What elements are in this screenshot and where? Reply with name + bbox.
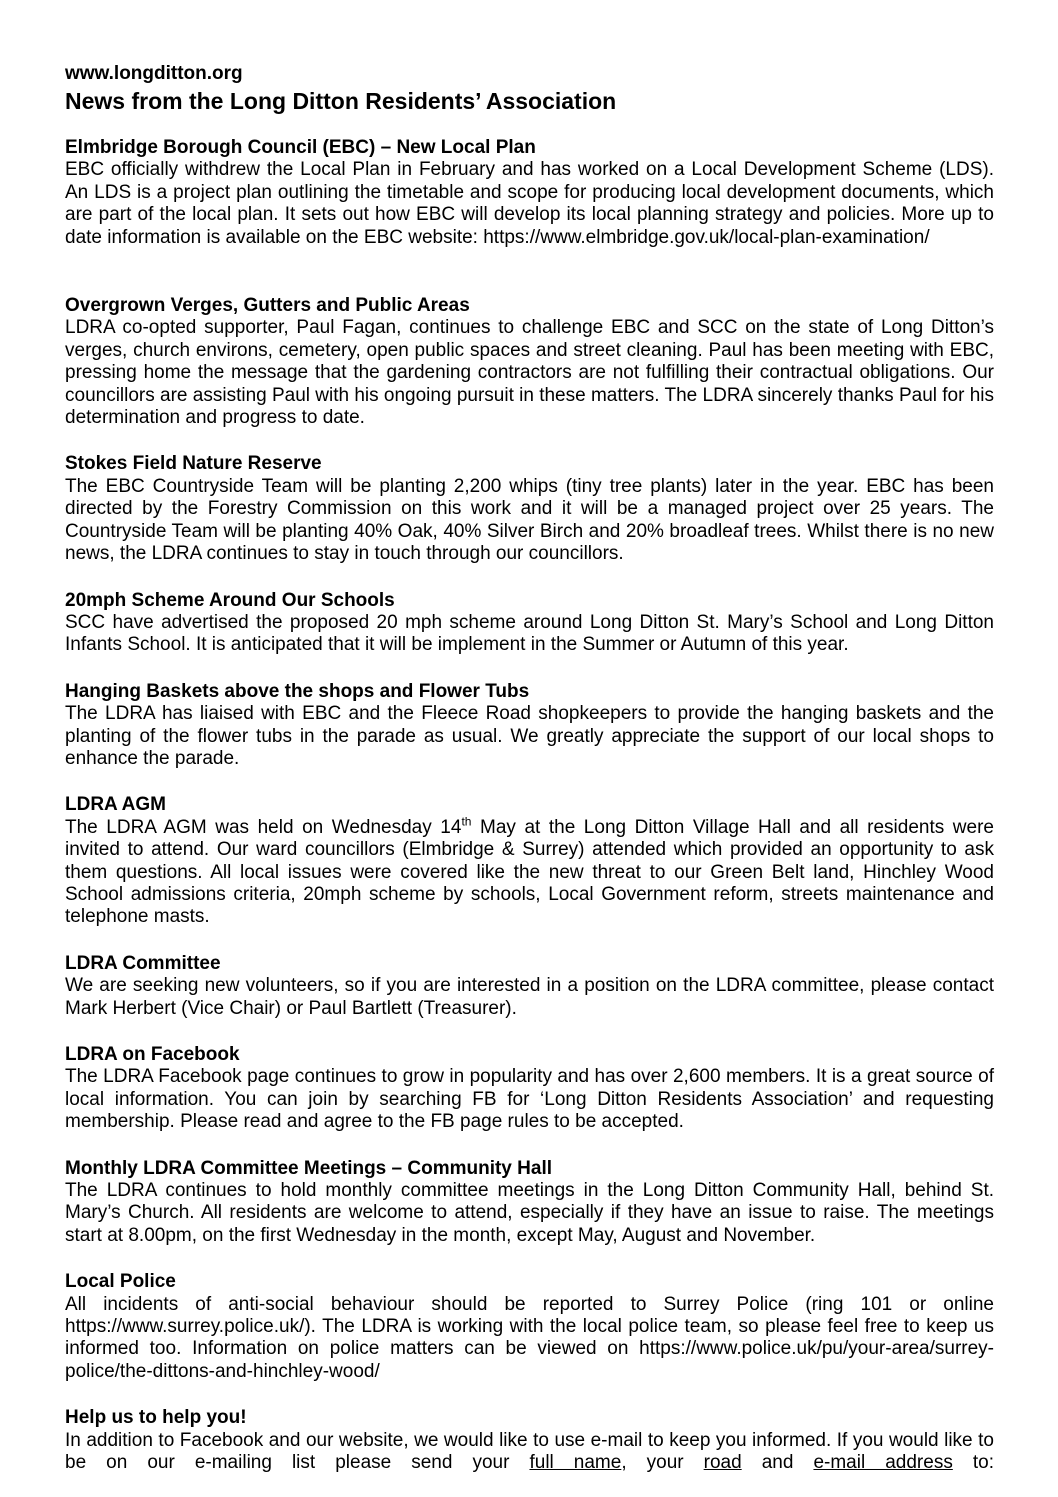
section-monthly-meetings (65, 1158, 994, 1248)
section-help-us (65, 1407, 994, 1474)
doc-header (65, 62, 994, 116)
section-ldra-agm (65, 794, 994, 928)
section-stokes-field (65, 453, 994, 565)
heading-local-police: Local Police (65, 1271, 176, 1293)
para-ldra-facebook: The LDRA Facebook page continues to grow in popularity and has over 2,600 members. It is a great source of local information. You can join by searching FB for ‘Long Ditton Residents Association’ and requesting membership. Please read and agree to the FB page rules to be accepted. (65, 1066, 994, 1133)
help-text-end: to: (952, 1452, 994, 1474)
heading-ldra-committee: LDRA Committee (65, 952, 221, 974)
section-20mph-scheme (65, 590, 994, 657)
help-text-intro: In addition to Facebook and our website, we would like to use e-mail to keep you informed. If you would like to be on our e-mailing list please send your (65, 1429, 994, 1474)
underlined-full-name: full name (529, 1452, 622, 1474)
heading-20mph-scheme: 20mph Scheme Around Our Schools (65, 589, 395, 611)
section-local-police (65, 1271, 994, 1383)
help-text-mid2: and (741, 1452, 814, 1474)
site-url: www.longditton.org (65, 63, 243, 84)
section-ldra-committee (65, 953, 994, 1020)
heading-help-us: Help us to help you! (65, 1407, 247, 1429)
agm-text-after-sup: May at the Long Ditton Village Hall and all residents were invited to attend. Our ward councillors (Elmbridge & Surrey) attended which provided an opportunity to ask them questions. All local issues were covered like the new threat to our Green Belt land, Hinchley Wood School admissions criteria, 20mph scheme by schools, Local Government reform, streets maintenance and telephone masts. (65, 816, 994, 928)
heading-stokes-field: Stokes Field Nature Reserve (65, 453, 322, 475)
heading-monthly-meetings: Monthly LDRA Committee Meetings – Community Hall (65, 1157, 552, 1179)
para-20mph-scheme: SCC have advertised the proposed 20 mph scheme around Long Ditton St. Mary’s School and Long Ditton Infants School. It is anticipated that it will be implement in the Summer or Autumn of this year. (65, 611, 994, 656)
para-new-local-plan: EBC officially withdrew the Local Plan in February and has worked on a Local Development Scheme (LDS). An LDS is a project plan outlining the timetable and scope for producing local development documents, which are part of the local plan. It sets out how EBC will develop its local planning strategy and policies. More up to date information is available on the EBC website: https://www.elmbridge.gov.uk/local-plan-examination/ (65, 159, 994, 248)
ordinal-suffix: th (461, 814, 472, 829)
section-hanging-baskets (65, 681, 994, 771)
para-hanging-baskets: The LDRA has liaised with EBC and the Fleece Road shopkeepers to provide the hanging baskets and the planting of the flower tubs in the parade as usual. We greatly appreciate the support of our local shops to enhance the parade. (65, 703, 994, 769)
para-stokes-field: The EBC Countryside Team will be planting 2,200 whips (tiny tree plants) later in the year. EBC has been directed by the Forestry Commission on this work and it will be a managed project over 25 years. The Countryside Team will be planting 40% Oak, 40% Silver Birch and 20% broadleaf trees. Whilst there is no new news, the LDRA continues to stay in touch through our councillors. (65, 475, 994, 565)
heading-hanging-baskets: Hanging Baskets above the shops and Flower Tubs (65, 680, 530, 702)
heading-ldra-facebook: LDRA on Facebook (65, 1044, 240, 1065)
section-ldra-facebook (65, 1044, 994, 1134)
para-overgrown-verges: LDRA co-opted supporter, Paul Fagan, continues to challenge EBC and SCC on the state of Long Ditton’s verges, church environs, cemetery, open public spaces and street cleaning. Paul has been meeting with EBC, pressing home the message that the gardening contractors are not fulfilling their contractual obligations. Our councillors are assisting Paul with his ongoing pursuit in these matters. The LDRA sincerely thanks Paul for his determination and progress to date. (65, 317, 994, 429)
para-help-us (65, 1430, 994, 1475)
para-ldra-committee: We are seeking new volunteers, so if you are interested in a position on the LDRA committee, please contact Mark Herbert (Vice Chair) or Paul Bartlett (Treasurer). (65, 975, 994, 1019)
agm-text-before-sup: The LDRA AGM was held on Wednesday 14 (65, 816, 462, 838)
help-text-mid1: , your (621, 1452, 704, 1474)
heading-overgrown-verges: Overgrown Verges, Gutters and Public Areas (65, 295, 470, 317)
underlined-road: road (703, 1452, 742, 1474)
page-title: News from the Long Ditton Residents’ Association (65, 88, 617, 114)
para-ldra-agm (65, 814, 994, 929)
section-new-local-plan (65, 137, 994, 249)
heading-ldra-agm: LDRA AGM (65, 794, 166, 816)
para-local-police: All incidents of anti-social behaviour should be reported to Surrey Police (ring 101 or online https://www.surrey.police.uk/). The LDRA is working with the local police team, so please feel free to keep us informed too. Information on police matters can be viewed on https://www.police.uk/pu/your-area/surrey-police/the-dittons-and-hinchley-wood/ (65, 1293, 994, 1382)
underlined-email-address: e-mail address (813, 1452, 953, 1474)
heading-new-local-plan: Elmbridge Borough Council (EBC) – New Local Plan (65, 137, 536, 158)
para-monthly-meetings: The LDRA continues to hold monthly committee meetings in the Long Ditton Community Hall, behind St. Mary’s Church. All residents are welcome to attend, especially if they have an issue to raise. The meetings start at 8.00pm, on the first Wednesday in the month, except May, August and November. (65, 1180, 994, 1246)
section-overgrown-verges (65, 295, 994, 429)
